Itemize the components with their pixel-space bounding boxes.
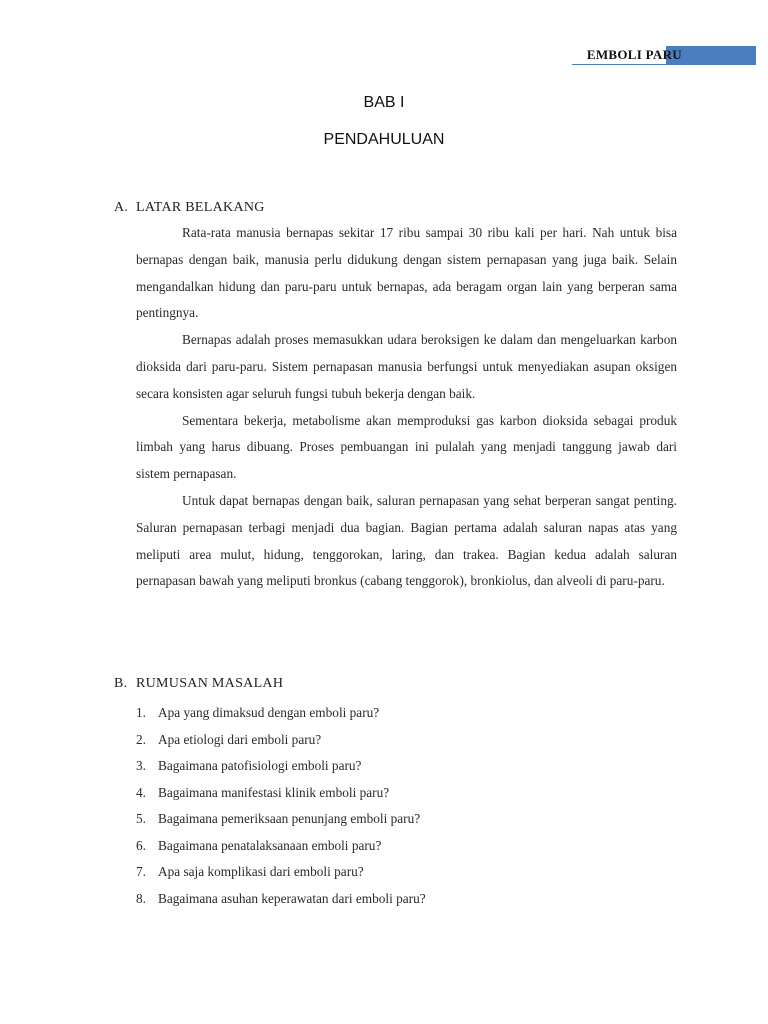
list-number: 3. — [136, 758, 146, 773]
latar-belakang-body — [136, 220, 677, 595]
running-header-title: EMBOLI PARU — [586, 47, 682, 62]
chapter-number: BAB I — [363, 94, 405, 111]
list-item — [136, 806, 426, 833]
section-heading-rumusan-masalah — [114, 676, 283, 692]
list-item — [136, 780, 426, 807]
list-number: 6. — [136, 837, 146, 853]
list-item — [136, 753, 426, 780]
list-text: Apa etiologi dari emboli paru? — [158, 731, 322, 747]
list-text: Bagaimana pemeriksaan penunjang emboli paru? — [158, 811, 421, 826]
list-item — [136, 700, 426, 727]
section-title: RUMUSAN MASALAH — [136, 676, 284, 691]
paragraph: Sementara bekerja, metabolisme akan memproduksi gas karbon dioksida sebagai produk limbah yang harus dibuang. Proses pembuangan ini pulalah yang menjadi tanggung jawab dari sistem pernapasan. — [136, 412, 677, 482]
section-title: LATAR BELAKANG — [136, 200, 265, 215]
list-text: Bagaimana manifestasi klinik emboli paru? — [158, 784, 390, 800]
list-number: 7. — [136, 864, 146, 879]
paragraph: Bernapas adalah proses memasukkan udara beroksigen ke dalam dan mengeluarkan karbon dioksida dari paru-paru. Sistem pernapasan manusia berfungsi untuk menyediakan asupan oksigen secara konsisten agar seluruh fungsi tubuh bekerja dengan baik. — [136, 332, 677, 401]
chapter-title: PENDAHULUAN — [323, 131, 445, 148]
list-number: 2. — [136, 731, 146, 747]
list-text: Apa yang dimaksud dengan emboli paru? — [158, 705, 380, 720]
section-letter: B. — [114, 676, 128, 691]
list-text: Apa saja komplikasi dari emboli paru? — [158, 864, 364, 879]
section-heading-latar-belakang — [114, 200, 265, 216]
section-letter: A. — [114, 200, 129, 215]
paragraph: Untuk dapat bernapas dengan baik, saluran pernapasan yang sehat berperan sangat penting. Saluran pernapasan terbagi menjadi dua bagian. Bagian pertama adalah saluran napas atas yang meliputi area mulut, hidung, tenggorokan, laring, dan trakea. Bagian kedua adalah saluran pernapasan bawah yang meliputi bronkus (cabang tenggorok), bronkiolus, dan alveoli di paru-paru. — [136, 492, 677, 589]
header-rule — [572, 64, 666, 65]
list-item — [136, 886, 426, 913]
list-number: 4. — [136, 784, 146, 800]
list-item — [136, 859, 426, 886]
list-text: Bagaimana asuhan keperawatan dari emboli paru? — [158, 890, 426, 906]
list-item — [136, 727, 426, 754]
list-number: 8. — [136, 890, 146, 906]
paragraph: Rata-rata manusia bernapas sekitar 17 ribu sampai 30 ribu kali per hari. Nah untuk bisa bernapas dengan baik, manusia perlu didukung dengan sistem pernapasan yang juga baik. Selain mengandalkan hidung dan paru-paru untuk bernapas, ada beragam organ lain yang berperan sama pentingnya. — [136, 225, 677, 321]
research-questions-list — [136, 700, 426, 912]
list-number: 5. — [136, 811, 146, 826]
list-text: Bagaimana penatalaksanaan emboli paru? — [158, 837, 382, 853]
list-number: 1. — [136, 705, 146, 720]
list-item — [136, 833, 426, 860]
list-text: Bagaimana patofisiologi emboli paru? — [158, 758, 362, 773]
